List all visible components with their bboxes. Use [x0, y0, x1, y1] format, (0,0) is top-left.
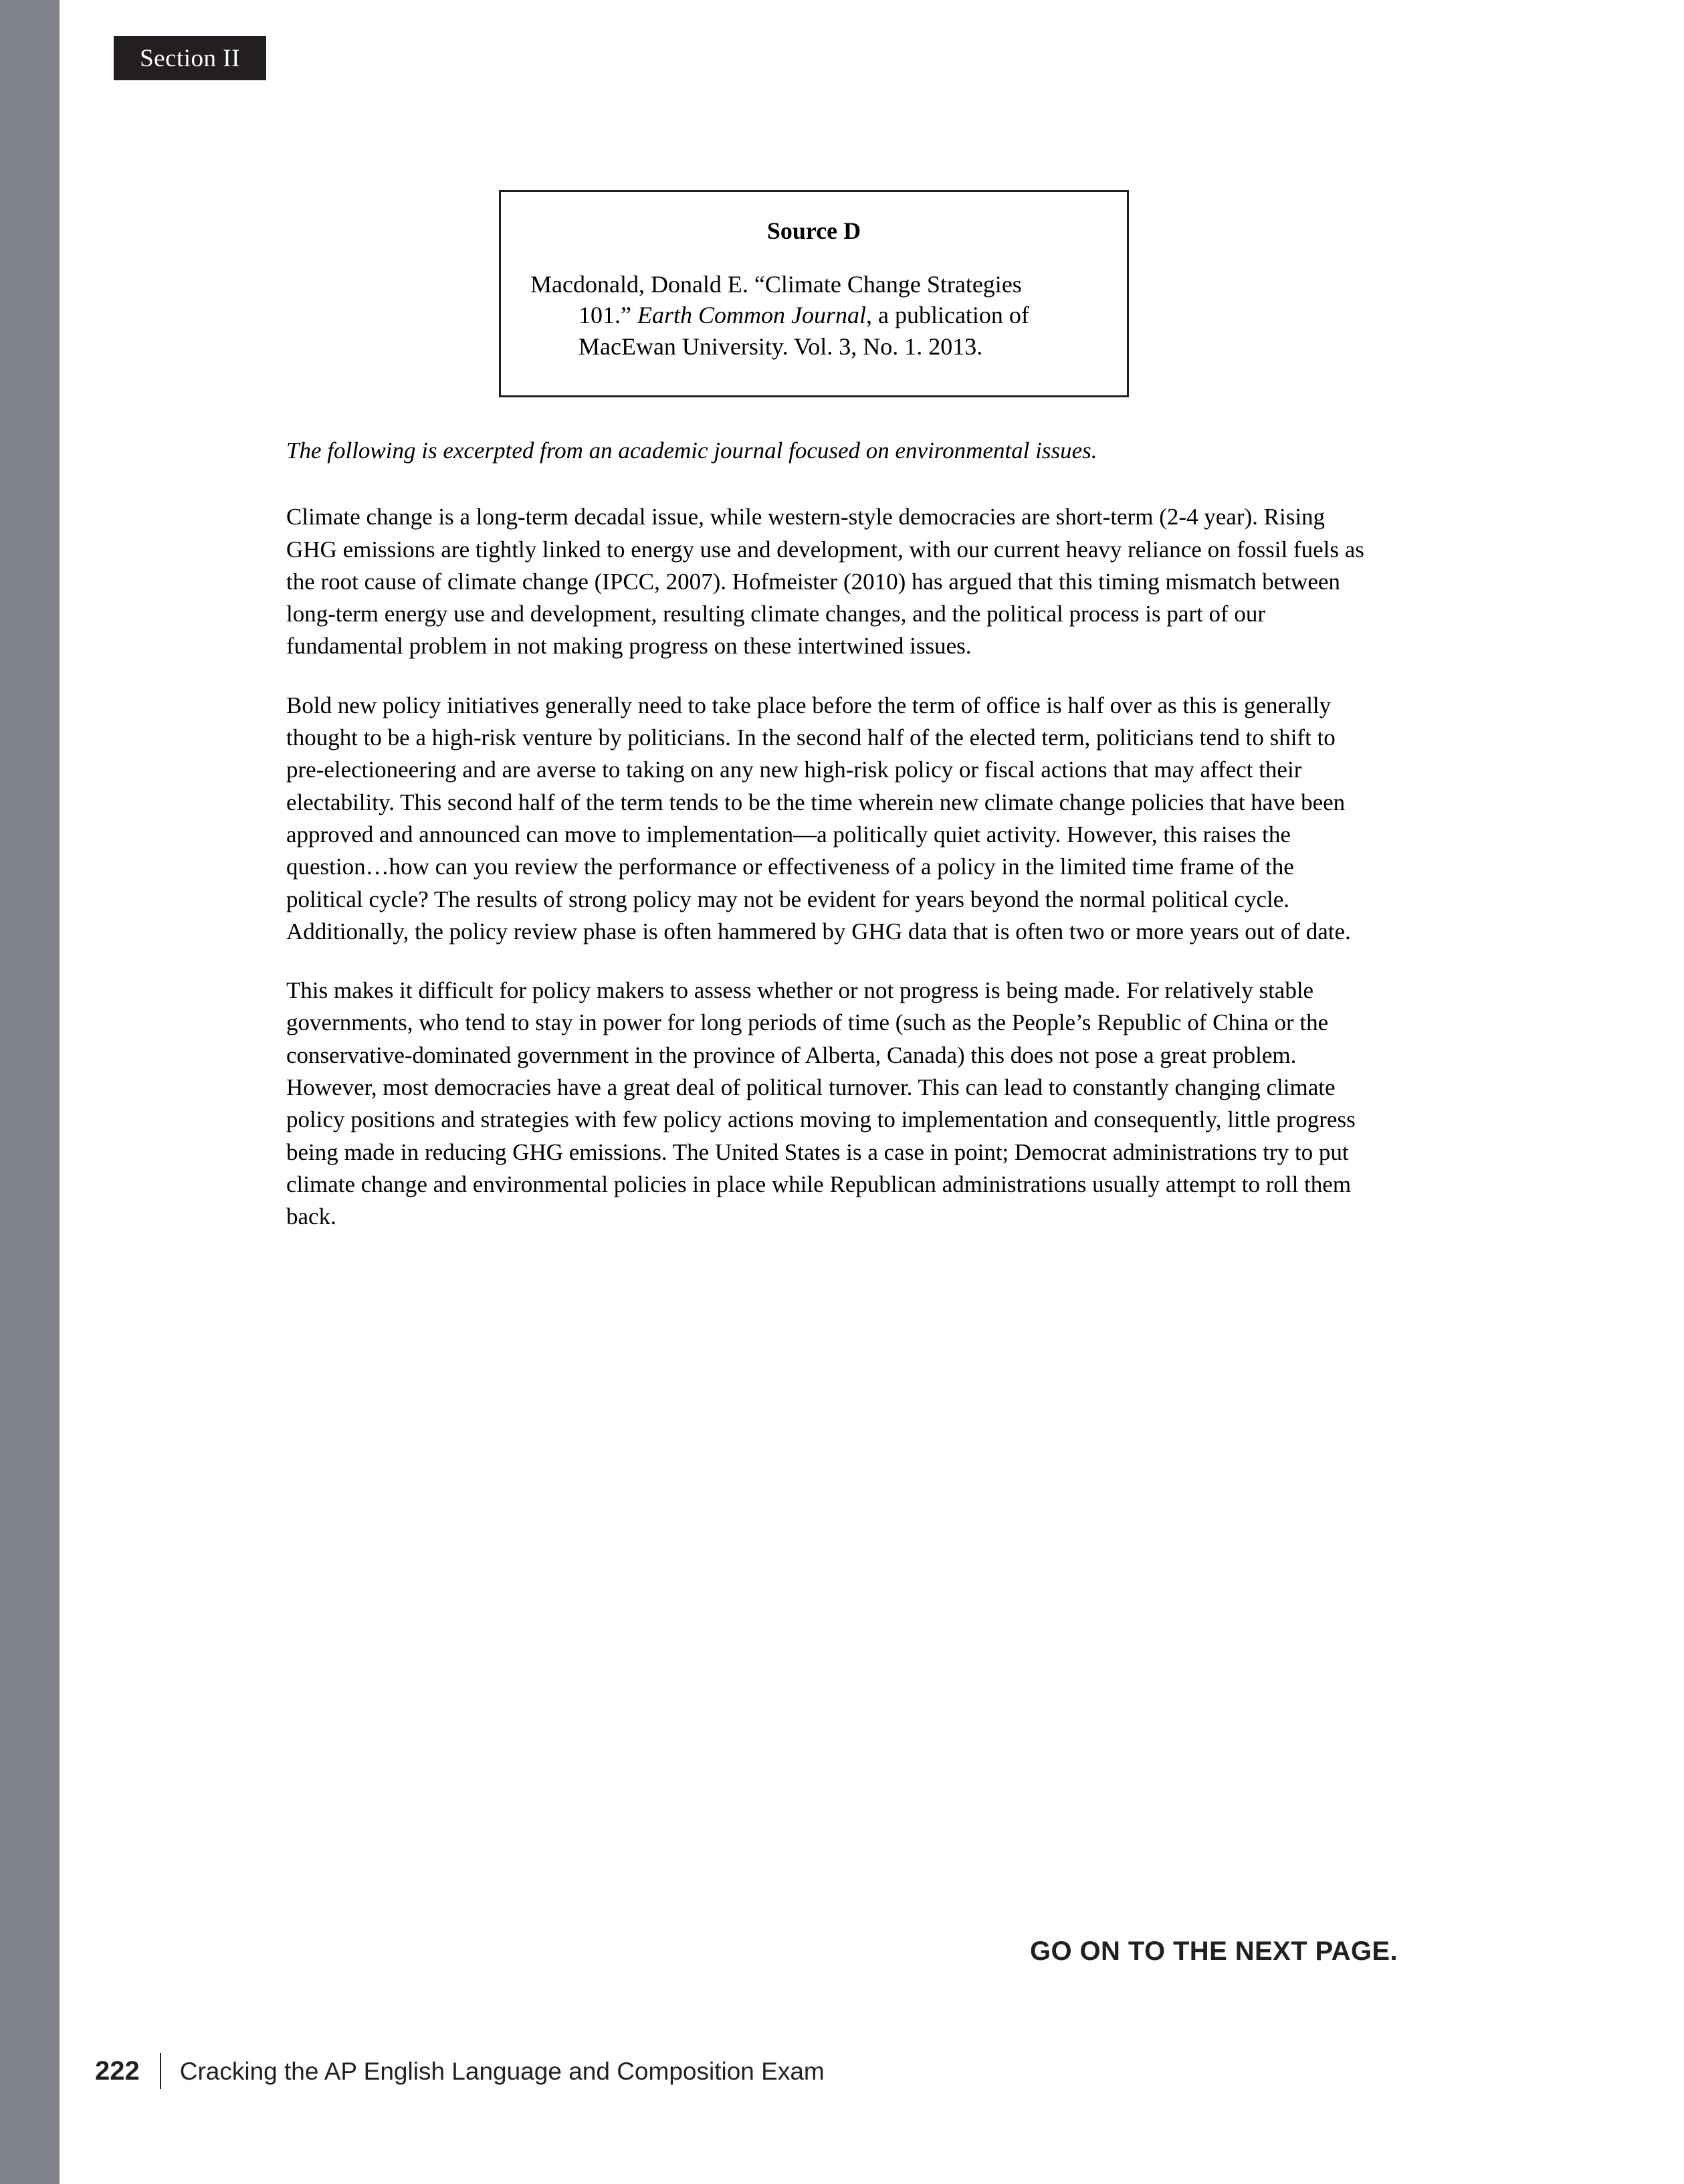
section-tab-label: Section II — [140, 44, 240, 72]
article-content — [286, 435, 1371, 1233]
body-paragraph-2: Bold new policy initiatives generally need to take place before the term of office is half over as this is generally thought to be a high-risk venture by politicians. In the second half of the elected term, politicians tend to shift to pre-electioneering and are averse to taking on any new high-risk policy or fiscal actions that may affect their electability. This second half of the term tends to be the time wherein new climate change policies that have been approved and announced can move to implementation—a politically quiet activity. However, this raises the question…how can you review the performance or effectiveness of a policy in the limited time frame of the political cycle? The results of strong policy may not be evident for years beyond the normal political cycle. Additionally, the policy review phase is often hammered by GHG data that is often two or more years out of date. — [286, 692, 1351, 945]
citation-line-2 — [545, 300, 1097, 330]
left-gutter-bar — [0, 0, 60, 2184]
page-number: 222 — [95, 2056, 140, 2086]
book-title: Cracking the AP English Language and Composition Exam — [179, 2057, 825, 2085]
source-citation — [530, 269, 1097, 361]
excerpt-intro-note: The following is excerpted from an academic journal focused on environmental issues. — [286, 437, 1097, 464]
footer-divider — [160, 2053, 161, 2089]
citation-line-1: Macdonald, Donald E. “Climate Change Strategies — [530, 271, 1022, 298]
citation-journal-title: Earth Common Journal — [637, 302, 866, 329]
source-box — [499, 190, 1129, 397]
body-paragraph-1: Climate change is a long-term decadal issue, while western-style democracies are short-term (2-4 year). Rising GHG emissions are tightly linked to energy use and development, with our current heavy reliance on fossil fuels as the root cause of climate change (IPCC, 2007). Hofmeister (2010) has argued that this timing mismatch between long-term energy use and development, resulting climate changes, and the political process is part of our fundamental problem in not making progress on these intertwined issues. — [286, 504, 1364, 660]
citation-line-2-prefix: 101.” — [578, 302, 637, 329]
source-title: Source D — [766, 217, 861, 244]
citation-line-3: MacEwan University. Vol. 3, No. 1. 2013. — [578, 332, 983, 360]
body-paragraph-3: This makes it difficult for policy makers to assess whether or not progress is being made. For relatively stable governments, who tend to stay in power for long periods of time (such as the People’s Republic of China or the conservative-dominated government in the province of Alberta, Canada) this does not pose a great problem. However, most democracies have a great deal of political turnover. This can lead to constantly changing climate policy positions and strategies with few policy actions moving to implementation and consequently, little progress being made in reducing GHG emissions. The United States is a case in point; Democrat administrations try to put climate change and environmental policies in place while Republican administrations usually attempt to roll them back. — [286, 977, 1356, 1230]
section-tab — [114, 36, 266, 80]
go-on-to-next-page-notice: GO ON TO THE NEXT PAGE. — [1029, 1937, 1398, 1966]
citation-line-2-suffix: , a publication of — [865, 302, 1029, 329]
page-footer — [95, 2052, 825, 2090]
